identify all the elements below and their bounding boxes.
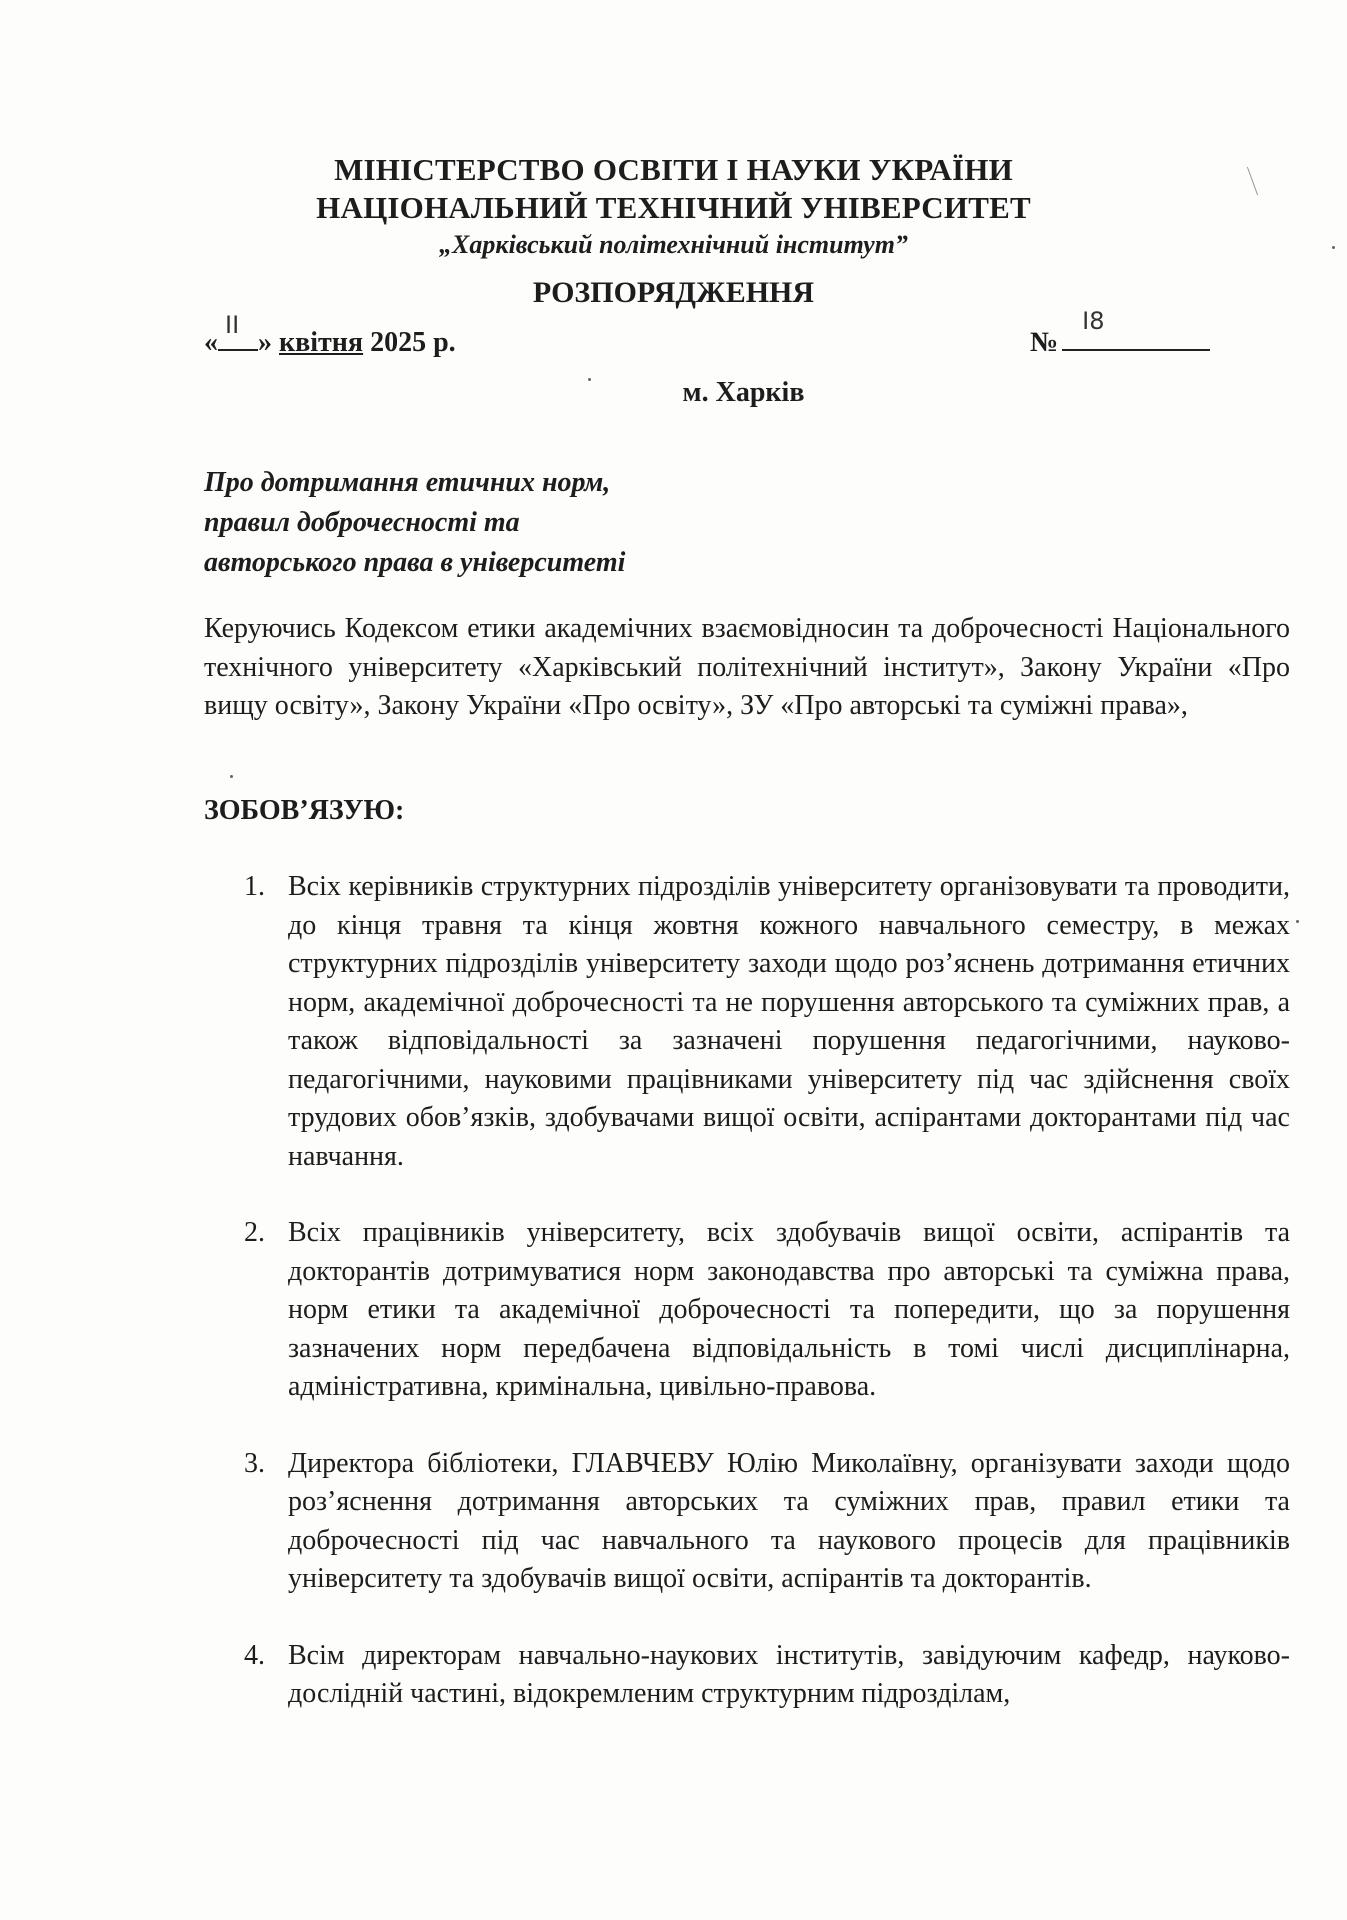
order-subject [204,463,625,583]
subject-line: авторського права в університеті [204,547,626,578]
number-slot [1062,307,1210,351]
document-type-heading: РОЗПОРЯДЖЕННЯ [532,276,815,309]
item-text: Всім директорам навчально-наукових інститутів, завідуючим кафедр, науково-дослідній частині, відокремленим структурним підрозділам, [288,1639,1290,1709]
date-year: 2025 р. [363,327,456,358]
item-text: Всіх працівників університету, всіх здобувачів вищої освіти, аспірантів та докторантів дотримуватися норм законодавства про авторські та суміжна права, норм етики та академічної доброчесності та попередити, що за порушення зазначених норм передбачена відповідальність в томі числі дисциплінарна, адміністративна, кримінальна, цивільно-правова. [288,1217,1290,1402]
date-close-quote: » [258,327,279,358]
item-number: 4. [244,1639,265,1671]
item-number: 1. [244,871,265,902]
order-date [204,311,456,359]
scan-speck [1332,246,1335,249]
date-open-quote: « [204,327,218,358]
order-number [1030,307,1210,359]
list-item [244,1445,1290,1599]
university-heading: НАЦІОНАЛЬНИЙ ТЕХНІЧНИЙ УНІВЕРСИТЕТ [316,190,1031,225]
list-item [244,868,1290,1176]
preamble-paragraph: Керуючись Кодексом етики академічних взаємовідносин та доброчесності Національного технічного університету «Харківський політехнічний інститут», Закону України «Про вищу освіту», Закону України «Про освіту», ЗУ «Про авторські та суміжні права», [204,613,1290,721]
item-text: Всіх керівників структурних підрозділів університету організовувати та проводити, до кінця травня та кінця жовтня кожного навчального семестру, в межах структурних підрозділів університету заходи щодо роз’яснень дотримання етичних норм, академічної доброчесності та не порушення авторського та суміжних прав, а також відповідальності за зазначені порушення педагогічними, науково-педагогічними, науковими працівниками університету під час здійснення своїх трудових обов’язків, здобувачами вищої освіти, аспірантами докторантами під час навчання. [288,871,1290,1172]
subject-line: Про дотримання етичних норм, [204,467,611,498]
scan-speck [1296,920,1299,923]
scan-speck [588,378,591,381]
list-item [244,1637,1290,1714]
oblige-heading: ЗОБОВ’ЯЗУЮ: [204,795,405,826]
number-label: № [1030,327,1059,358]
date-month: квітня [279,327,364,358]
scan-speck [230,775,233,778]
ministry-heading: МІНІСТЕРСТВО ОСВІТИ І НАУКИ УКРАЇНИ [334,152,1013,187]
city-line: м. Харків [682,377,805,408]
item-number: 2. [244,1217,265,1248]
handwritten-number: I8 [1082,307,1105,335]
handwritten-day: II [225,311,240,339]
day-slot [218,311,258,351]
list-item [244,1214,1290,1407]
item-text: Директора бібліотеки, ГЛАВЧЕВУ Юлію Миколаївну, організувати заходи щодо роз’яснення дотримання авторських та суміжних прав, правил етики та доброчесності під час навчального та наукового процесів для працівників університету та здобувачів вищої освіти, аспірантів та докторантів. [288,1447,1290,1594]
institute-heading: „Харківський політехнічний інститут” [439,230,908,259]
item-number: 3. [244,1447,265,1479]
order-items-list [244,868,1290,1752]
subject-line: правил доброчесності та [204,507,520,538]
